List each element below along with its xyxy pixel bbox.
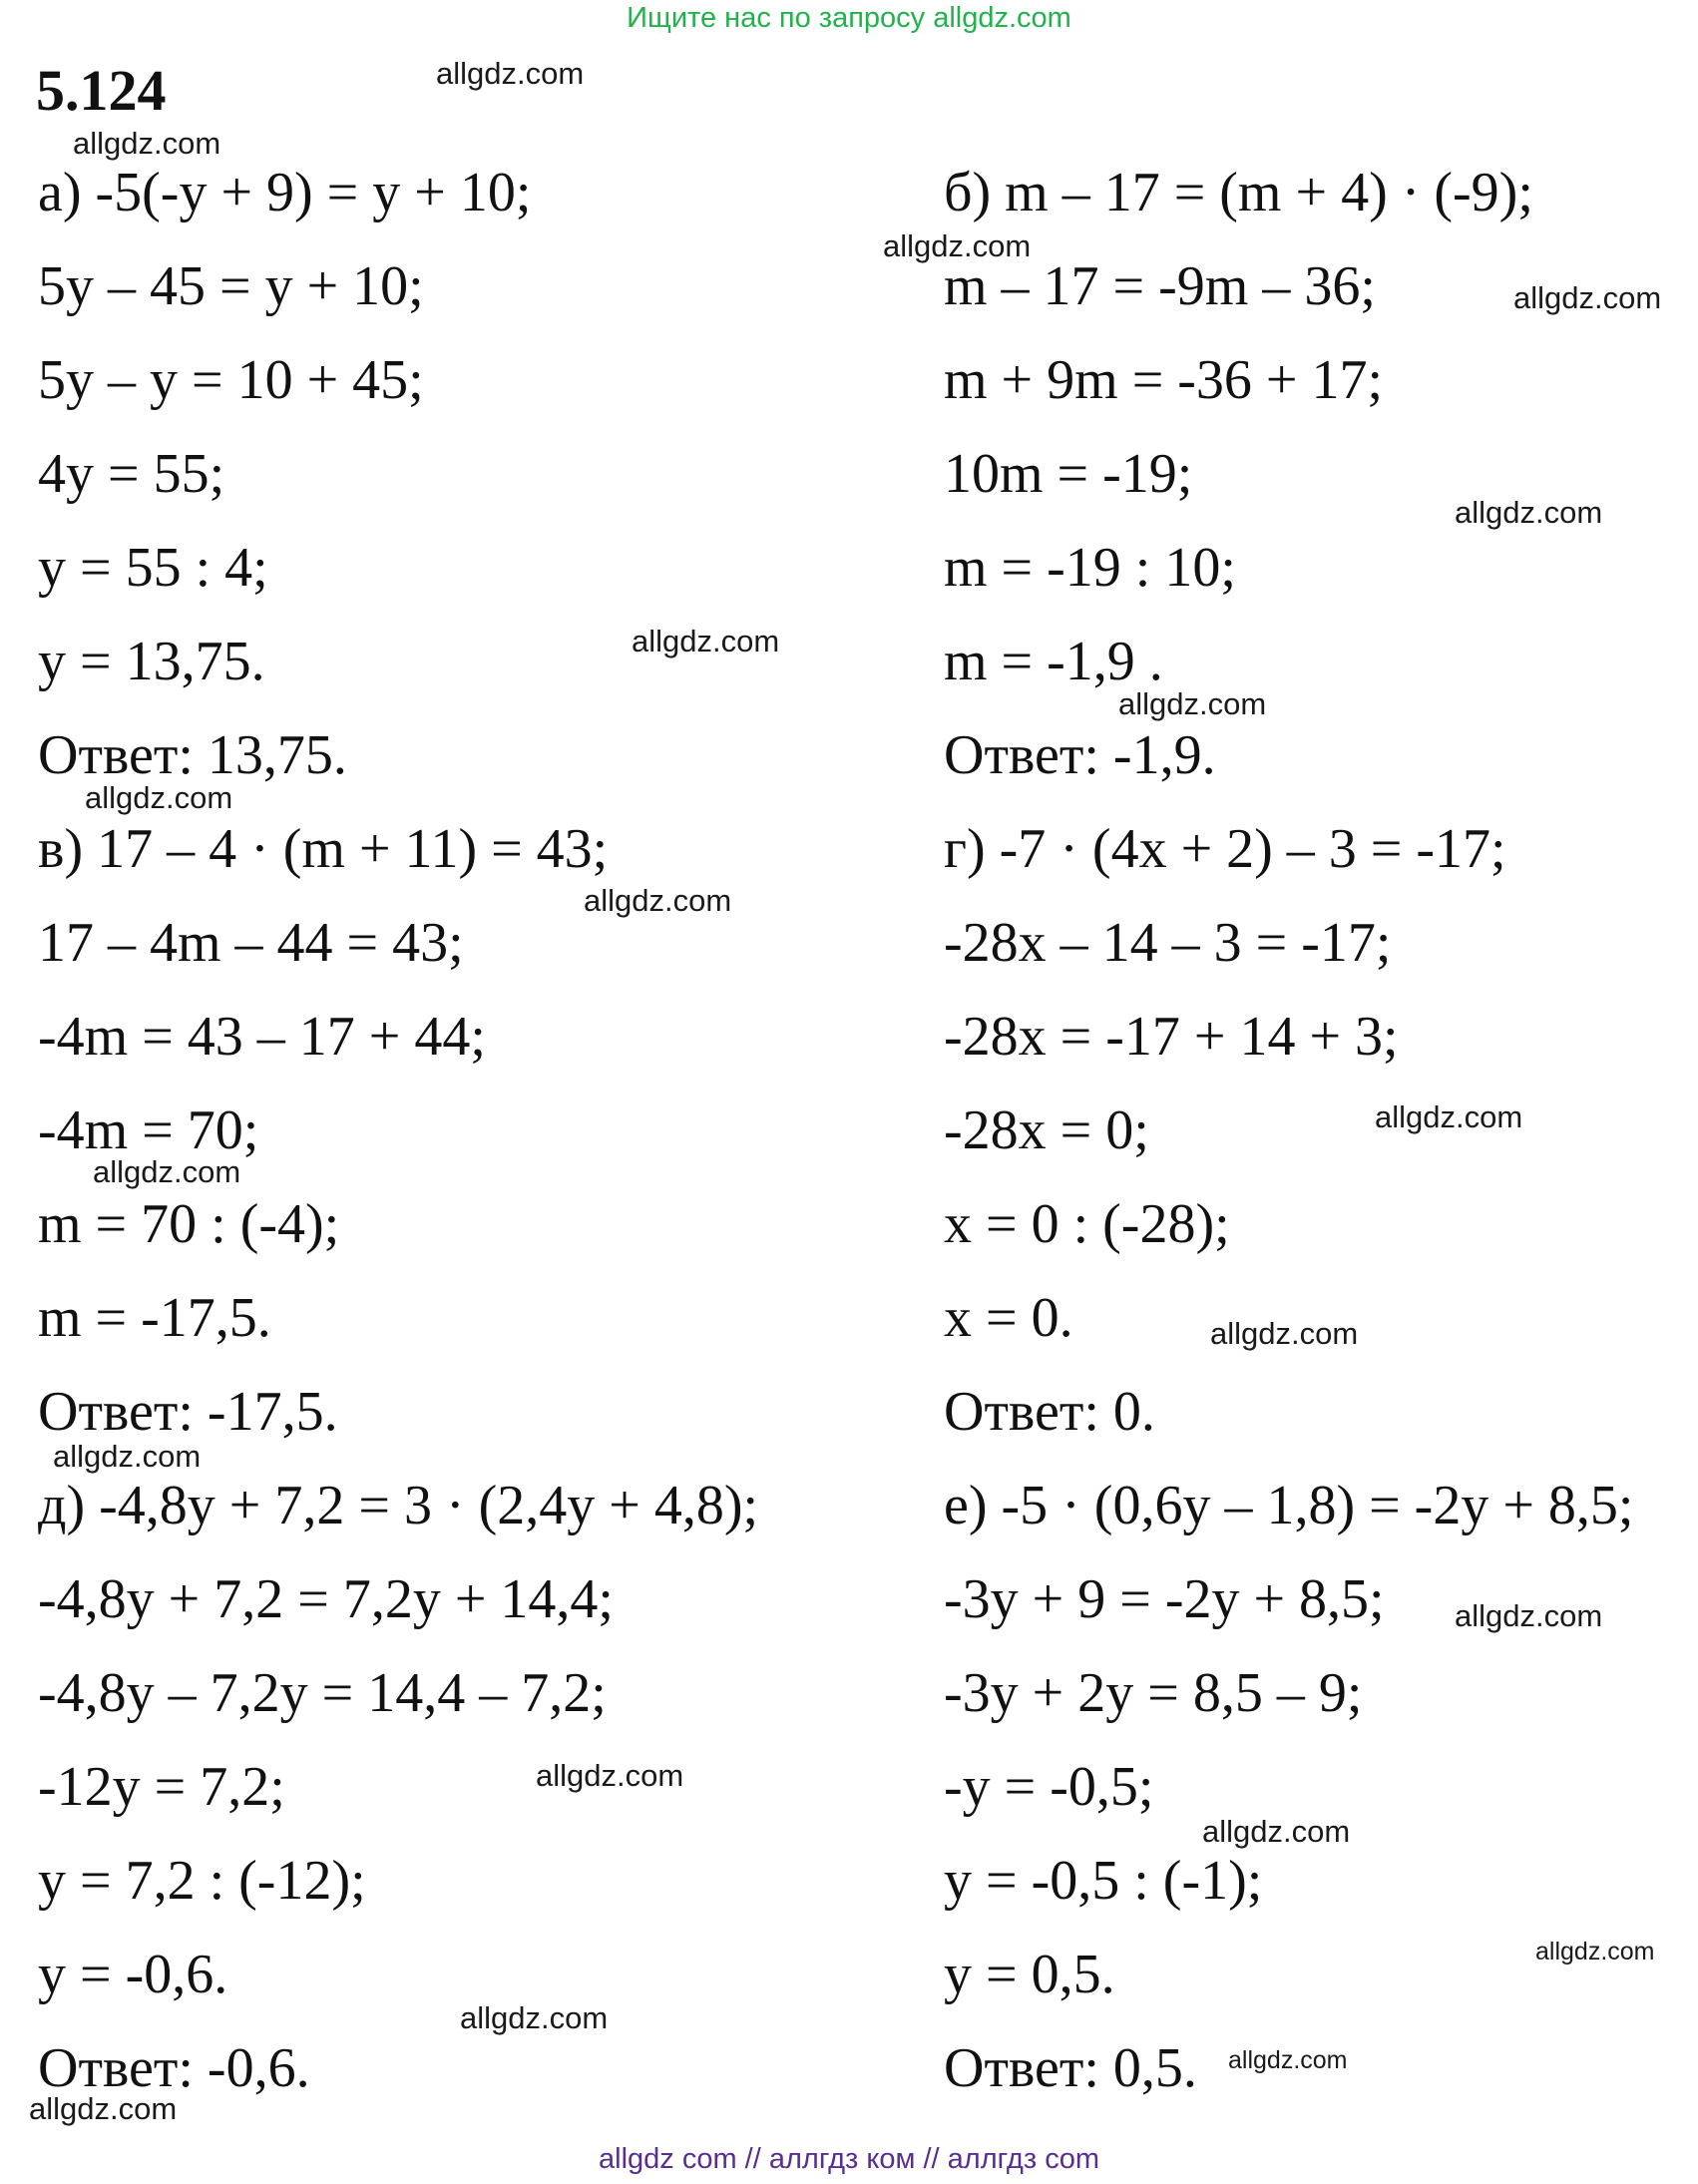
solution-line: m + 9m = -36 + 17; xyxy=(944,349,1384,411)
solution-line: -28x = -17 + 14 + 3; xyxy=(944,1006,1399,1068)
watermark: allgdz.com xyxy=(93,1154,241,1189)
solution-line: m = -19 : 10; xyxy=(944,537,1236,599)
answer-line: Ответ: 0. xyxy=(944,1381,1155,1443)
solution-line: -12y = 7,2; xyxy=(38,1756,285,1818)
solution-line: б) m – 17 = (m + 4) · (-9); xyxy=(944,162,1533,223)
solution-line: y = 7,2 : (-12); xyxy=(38,1850,366,1912)
solution-line: -4m = 70; xyxy=(38,1099,259,1161)
footer-text: allgdz com // аллгдз ком // аллгдз com xyxy=(599,2143,1099,2175)
solution-line: -4,8y – 7,2y = 14,4 – 7,2; xyxy=(38,1662,607,1724)
solution-line: в) 17 – 4 · (m + 11) = 43; xyxy=(38,818,609,880)
watermark: allgdz.com xyxy=(85,780,233,815)
task-number: 5.124 xyxy=(36,58,167,123)
solution-line: 5y – 45 = y + 10; xyxy=(38,255,424,317)
watermark: allgdz.com xyxy=(584,883,732,918)
solution-line: д) -4,8y + 7,2 = 3 · (2,4y + 4,8); xyxy=(38,1475,759,1536)
watermark: allgdz.com xyxy=(1202,1814,1351,1849)
watermark: allgdz.com xyxy=(883,228,1032,263)
solution-line: 5y – y = 10 + 45; xyxy=(38,349,424,411)
solution-line: -4m = 43 – 17 + 44; xyxy=(38,1006,486,1068)
watermark: allgdz.com xyxy=(536,1758,684,1793)
watermark: allgdz.com xyxy=(1118,686,1267,721)
solution-line: -3y + 2y = 8,5 – 9; xyxy=(944,1662,1363,1724)
watermark: allgdz.com xyxy=(1455,495,1603,530)
solution-line: -28x = 0; xyxy=(944,1099,1149,1161)
solution-line: е) -5 · (0,6y – 1,8) = -2y + 8,5; xyxy=(944,1475,1634,1536)
answer-line: Ответ: -0,6. xyxy=(38,2037,310,2099)
watermark: allgdz.com xyxy=(1375,1099,1523,1134)
solution-line: y = 55 : 4; xyxy=(38,537,268,599)
watermark: allgdz.com xyxy=(460,2000,609,2035)
watermark: allgdz.com xyxy=(73,126,221,161)
solution-line: y = 13,75. xyxy=(38,631,265,692)
solution-line: m = 70 : (-4); xyxy=(38,1193,340,1255)
watermark: allgdz.com xyxy=(29,2091,178,2126)
solution-line: -3y + 9 = -2y + 8,5; xyxy=(944,1568,1385,1630)
solution-line: -y = -0,5; xyxy=(944,1756,1154,1818)
watermark: allgdz.com xyxy=(1210,1316,1359,1351)
solution-line: y = 0,5. xyxy=(944,1944,1115,2005)
answer-line: Ответ: 0,5. xyxy=(944,2037,1197,2099)
solution-line: m = -1,9 . xyxy=(944,631,1163,692)
solution-line: г) -7 · (4x + 2) – 3 = -17; xyxy=(944,818,1506,880)
solution-line: а) -5(-y + 9) = y + 10; xyxy=(38,162,532,223)
solution-line: m – 17 = -9m – 36; xyxy=(944,255,1376,317)
watermark: allgdz.com xyxy=(632,624,780,658)
solution-line: y = -0,6. xyxy=(38,1944,228,2005)
answer-line: Ответ: -17,5. xyxy=(38,1381,338,1443)
watermark: allgdz.com xyxy=(1228,2046,1348,2074)
watermark: allgdz.com xyxy=(1513,280,1662,315)
solution-line: 10m = -19; xyxy=(944,443,1193,505)
solution-line: 17 – 4m – 44 = 43; xyxy=(38,912,464,974)
solution-line: x = 0 : (-28); xyxy=(944,1193,1230,1255)
solution-line: x = 0. xyxy=(944,1287,1073,1349)
solution-line: -4,8y + 7,2 = 7,2y + 14,4; xyxy=(38,1568,614,1630)
watermark: allgdz.com xyxy=(1535,1938,1655,1966)
answer-line: Ответ: 13,75. xyxy=(38,724,347,786)
watermark: allgdz.com xyxy=(53,1439,202,1474)
watermark: allgdz.com xyxy=(436,56,585,91)
top-banner: Ищите нас по запросу allgdz.com xyxy=(627,2,1071,34)
answer-line: Ответ: -1,9. xyxy=(944,724,1216,786)
watermark: allgdz.com xyxy=(1455,1598,1603,1633)
solution-line: y = -0,5 : (-1); xyxy=(944,1850,1263,1912)
solution-line: 4y = 55; xyxy=(38,443,225,505)
solution-line: m = -17,5. xyxy=(38,1287,271,1349)
solution-line: -28x – 14 – 3 = -17; xyxy=(944,912,1392,974)
